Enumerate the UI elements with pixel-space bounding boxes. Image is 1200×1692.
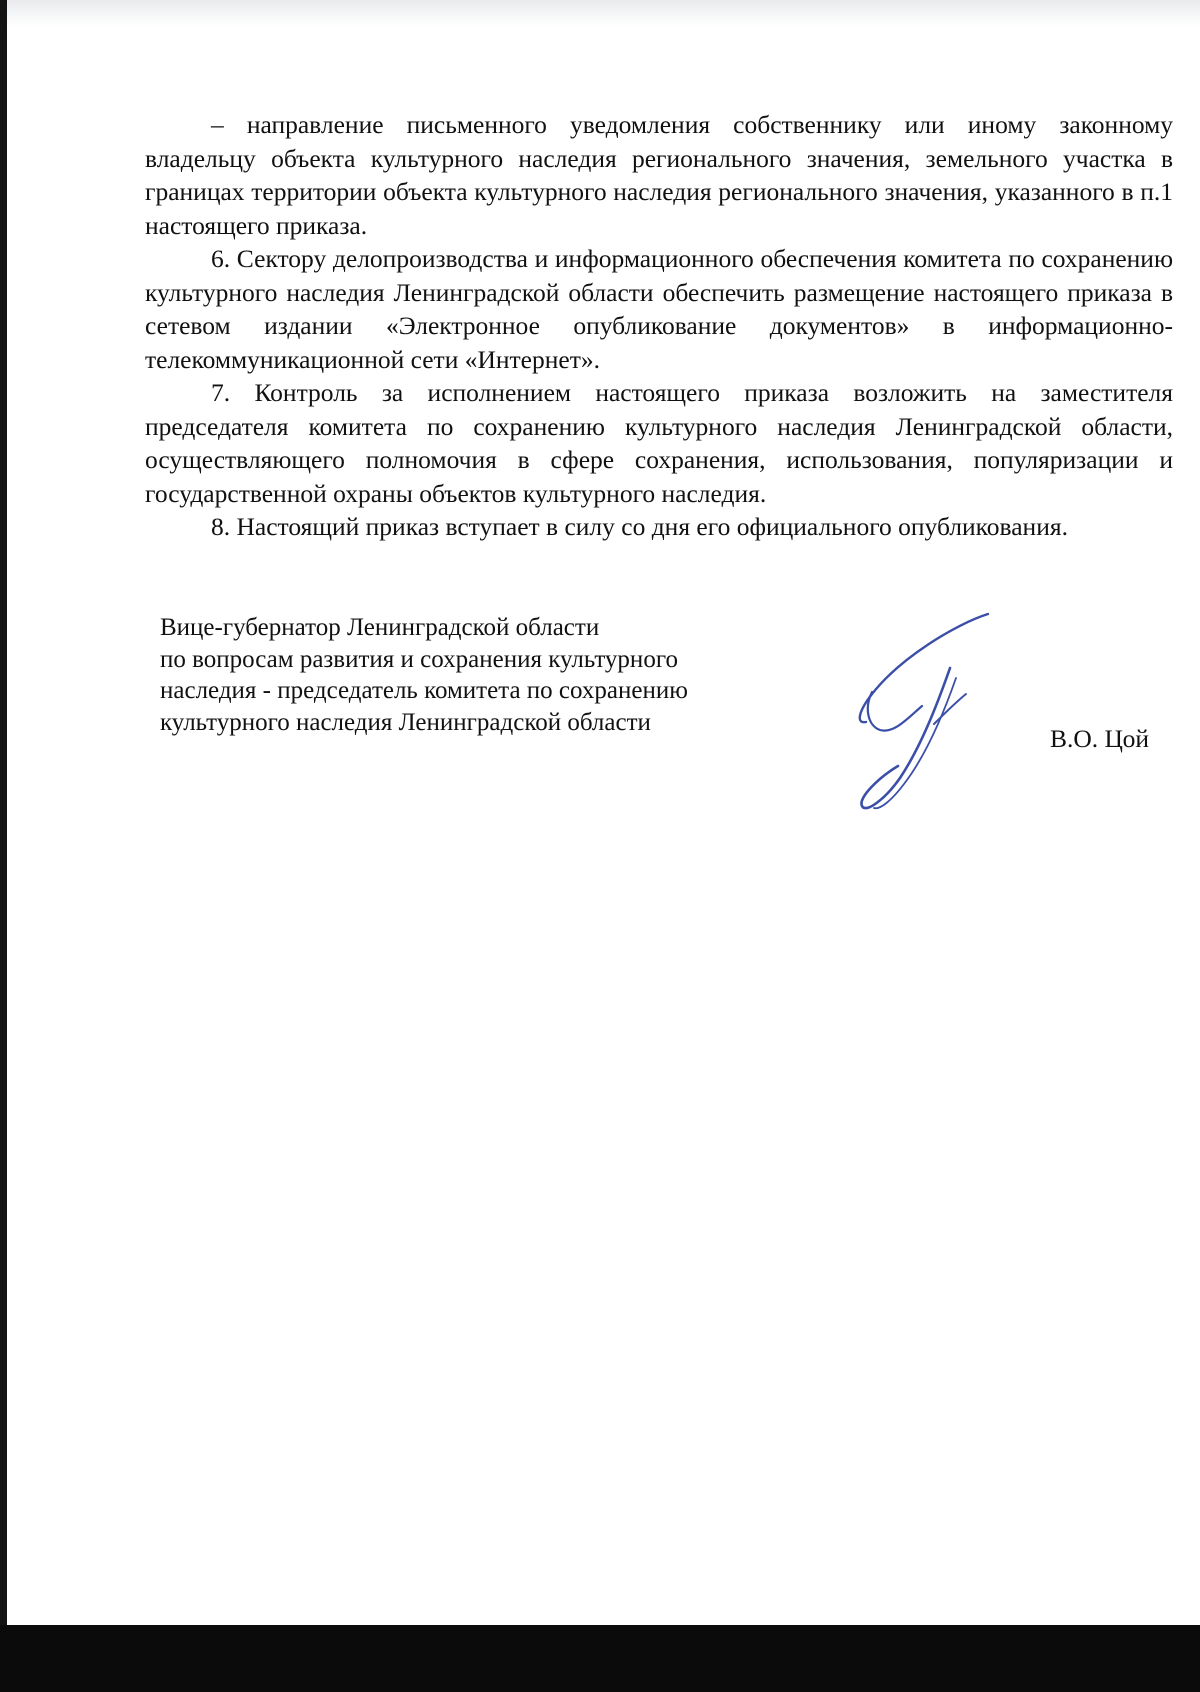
paragraph-notification: – направление письменного уведомления собственнику или иному законному владельцу объекта культурного наследия регионального значения, земельного участка в границах территории объекта культурного наследия регионального значения, указанного в п.1 настоящего приказа. [145,110,1173,240]
handwritten-signature [838,608,998,818]
signatory-name: В.О. Цой [1050,724,1150,753]
paragraph-6-publication: 6. Сектору делопроизводства и информационного обеспечения комитета по сохранению культурного наследия Ленинградской области обеспечить размещение настоящего приказа в сетевом издании «Электронное опубликование документов» в информационно-телекоммуникационной сети «Интернет». [145,244,1173,374]
scan-left-border [0,0,7,1692]
signatory-position-line: культурного наследия Ленинградской области [160,708,651,736]
scan-bottom-border [0,1625,1200,1692]
paragraph-7-control: 7. Контроль за исполнением настоящего приказа возложить на заместителя председателя комитета по сохранению культурного наследия Ленинградской области, осуществляющего полномочия в сфере сохранения, использования, популяризации и государственной охраны объектов культурного наследия. [145,378,1173,508]
signatory-position-line: Вице-губернатор Ленинградской области [160,614,600,641]
signatory-position [160,612,760,738]
signatory-position-line: наследия - председатель комитета по сохранению [160,677,688,704]
scan-top-shading [7,0,1200,28]
document-body [145,108,1173,544]
paragraph-8-effective-date: 8. Настоящий приказ вступает в силу со дня его официального опубликования. [211,512,1068,541]
signatory-position-line: по вопросам развития и сохранения культурного [160,645,678,673]
